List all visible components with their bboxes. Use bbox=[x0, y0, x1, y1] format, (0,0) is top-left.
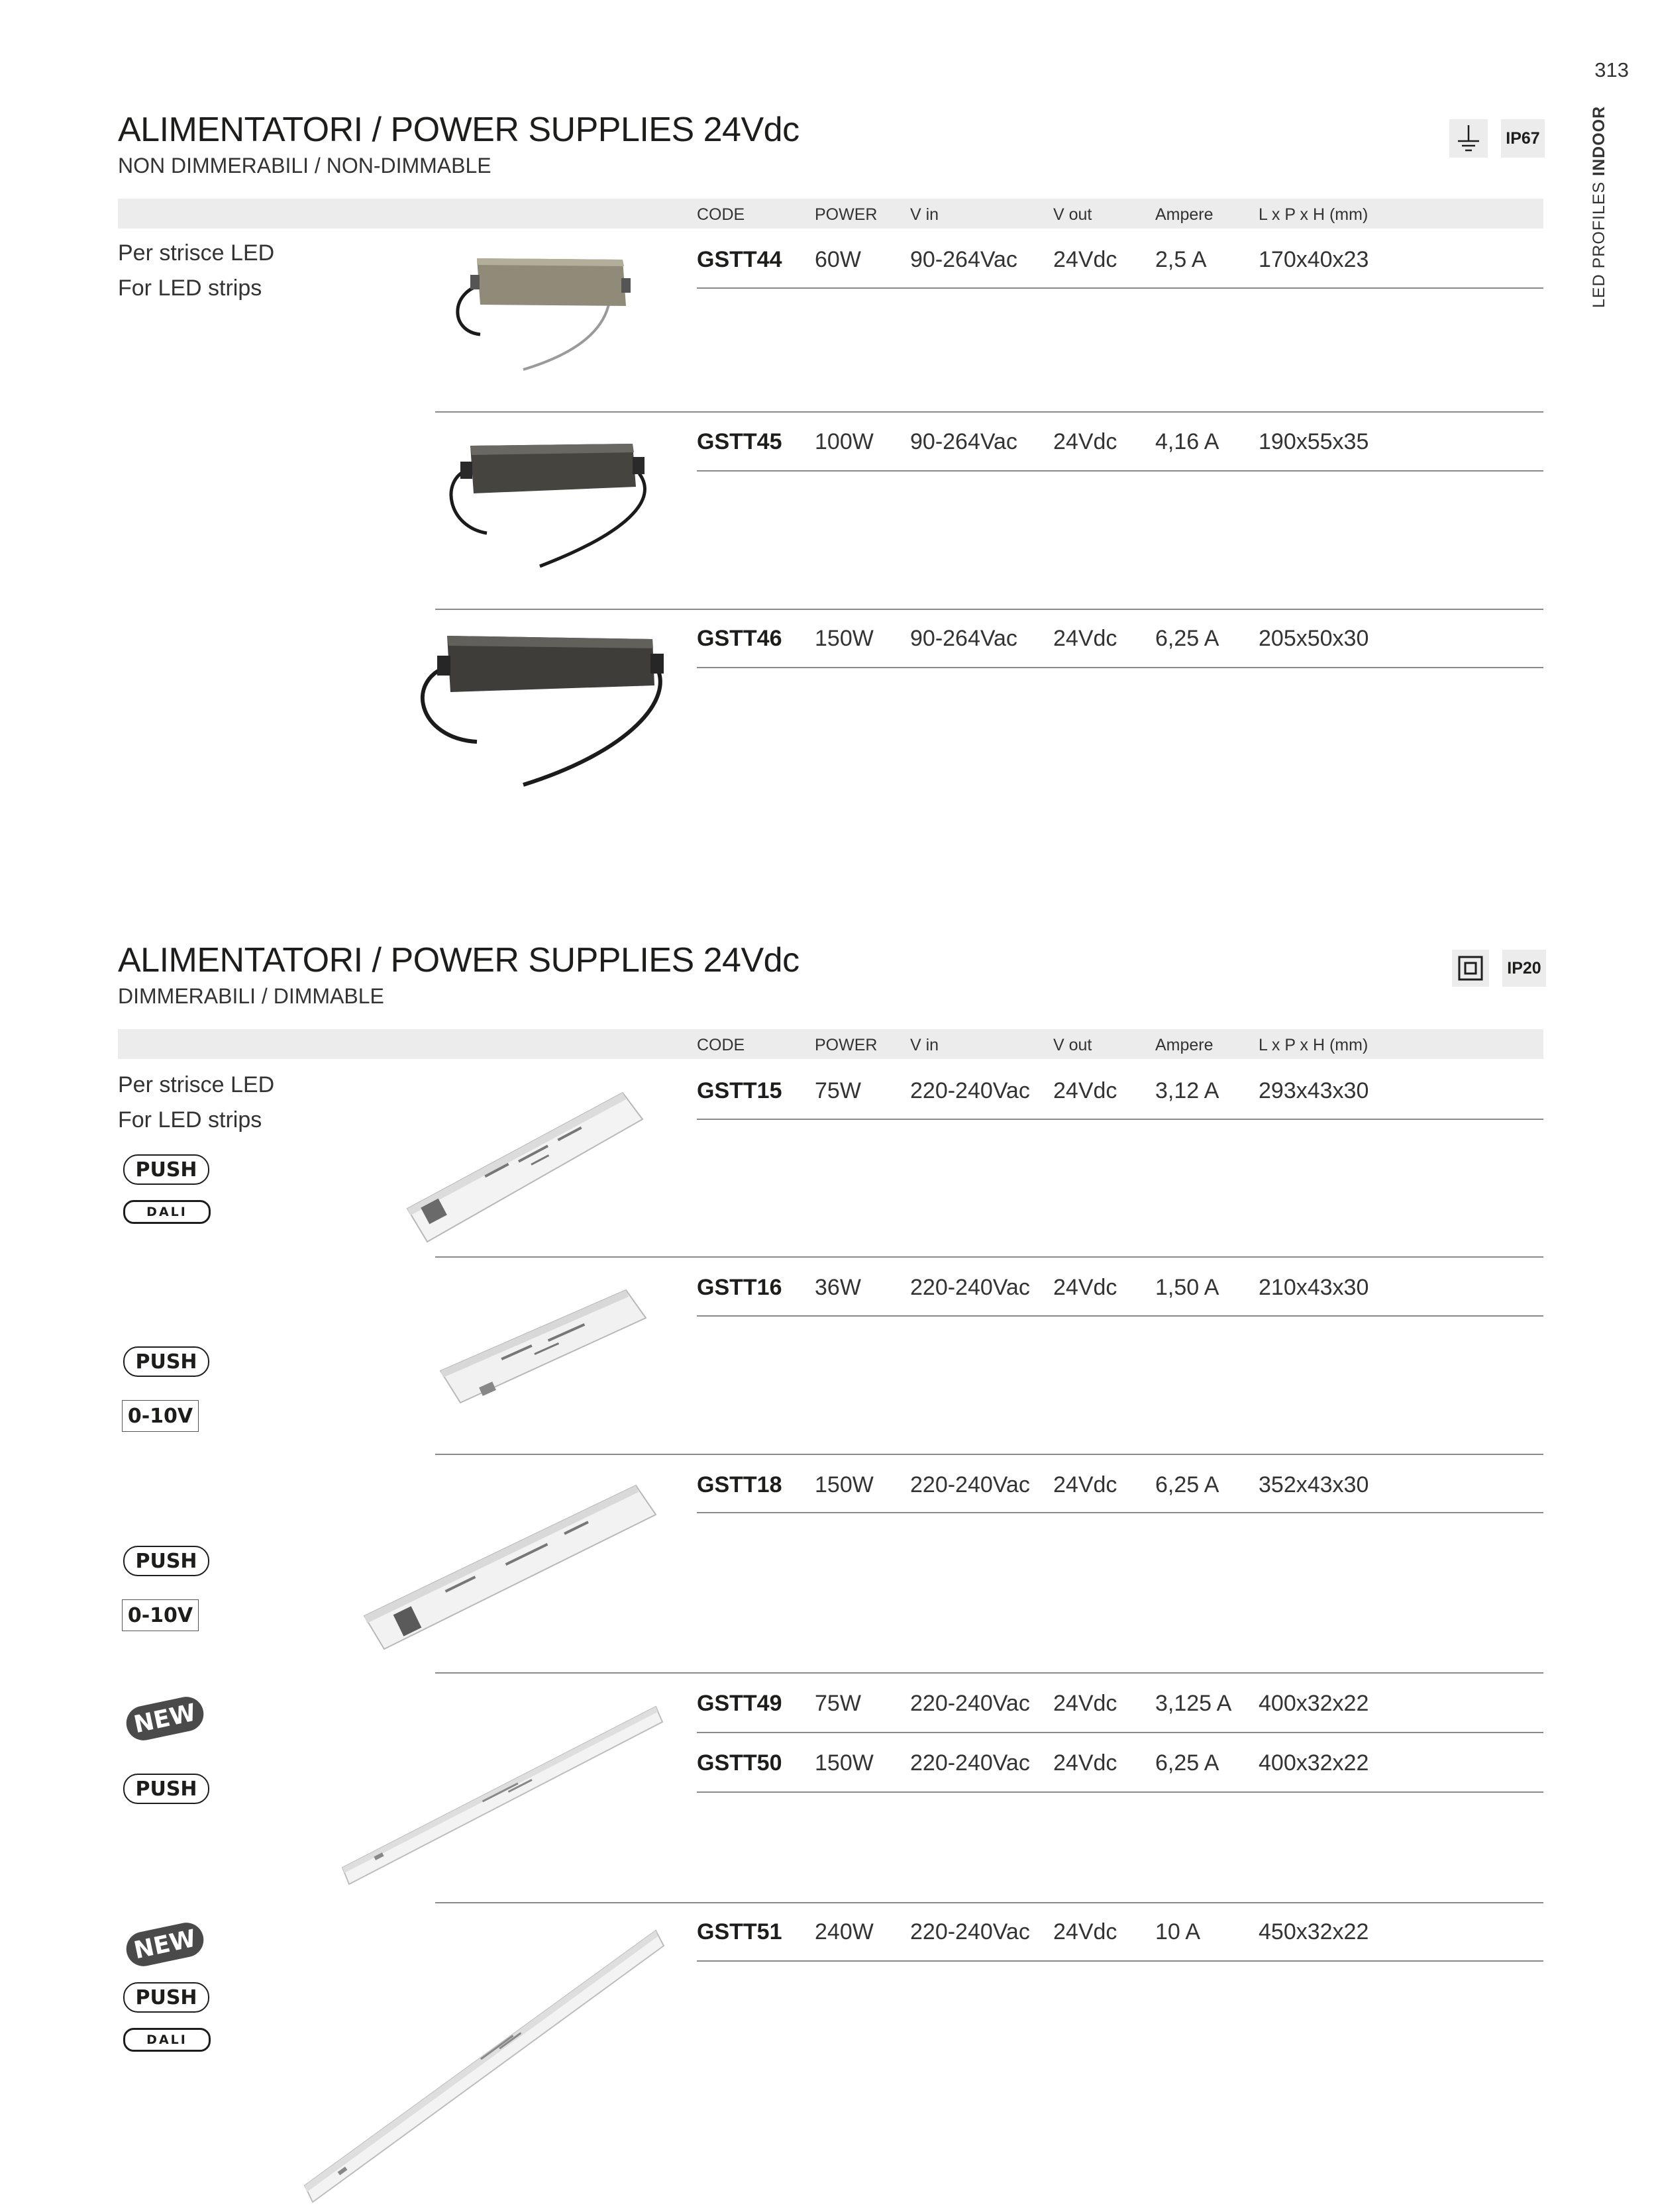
separator bbox=[435, 609, 1543, 610]
product-image-gstt46 bbox=[411, 626, 676, 798]
header-dimensions: L x P x H (mm) bbox=[1259, 205, 1369, 224]
earth-ground-icon bbox=[1449, 119, 1488, 158]
header-ampere: Ampere bbox=[1155, 1036, 1214, 1054]
side-section-label: LED PROFILES INDOOR bbox=[1590, 105, 1608, 308]
section2-description: Per strisce LED For LED strips bbox=[118, 1072, 275, 1132]
dali-badge: DALI bbox=[123, 1200, 211, 1224]
push-dim-badge: PUSH bbox=[123, 1154, 209, 1185]
product-image-gstt49-gstt50 bbox=[335, 1692, 666, 1891]
push-dim-badge: PUSH bbox=[123, 1774, 209, 1804]
header-vout: V out bbox=[1053, 1036, 1092, 1054]
header-power: POWER bbox=[815, 1036, 878, 1054]
product-image-gstt15 bbox=[397, 1076, 649, 1248]
push-dim-badge: PUSH bbox=[123, 1346, 209, 1377]
header-power: POWER bbox=[815, 205, 878, 224]
product-image-gstt44 bbox=[444, 252, 643, 384]
header-vin: V in bbox=[910, 1036, 939, 1054]
header-ampere: Ampere bbox=[1155, 205, 1214, 224]
section1-title: ALIMENTATORI / POWER SUPPLIES 24Vdc bbox=[118, 111, 800, 149]
0-10v-badge: 0-10V bbox=[122, 1599, 199, 1631]
section2-subtitle: DIMMERABILI / DIMMABLE bbox=[118, 984, 384, 1008]
double-insulation-icon bbox=[1452, 950, 1489, 987]
ip-rating-badge: IP20 bbox=[1502, 950, 1546, 987]
separator bbox=[435, 1902, 1543, 1903]
header-code: CODE bbox=[697, 205, 745, 224]
section1-description: Per strisce LED For LED strips bbox=[118, 240, 275, 301]
section1-table-header bbox=[118, 199, 1543, 228]
product-image-gstt18 bbox=[351, 1474, 662, 1659]
section2-title: ALIMENTATORI / POWER SUPPLIES 24Vdc bbox=[118, 941, 800, 980]
separator bbox=[435, 1672, 1543, 1674]
page-number: 313 bbox=[1594, 58, 1629, 81]
section2-table-header bbox=[118, 1029, 1543, 1059]
header-code: CODE bbox=[697, 1036, 745, 1054]
0-10v-badge: 0-10V bbox=[122, 1400, 199, 1432]
dali-badge: DALI bbox=[123, 2028, 211, 2052]
separator bbox=[435, 1454, 1543, 1455]
push-dim-badge: PUSH bbox=[123, 1982, 209, 2013]
header-dimensions: L x P x H (mm) bbox=[1259, 1036, 1369, 1054]
product-image-gstt51 bbox=[298, 1921, 669, 2212]
header-vin: V in bbox=[910, 205, 939, 224]
section1-subtitle: NON DIMMERABILI / NON-DIMMABLE bbox=[118, 154, 491, 177]
ip-rating-badge: IP67 bbox=[1501, 119, 1545, 158]
product-image-gstt45 bbox=[440, 434, 666, 573]
new-badge: NEW bbox=[123, 1693, 207, 1743]
push-dim-badge: PUSH bbox=[123, 1546, 209, 1576]
new-badge: NEW bbox=[123, 1919, 207, 1969]
separator bbox=[435, 411, 1543, 413]
header-vout: V out bbox=[1053, 205, 1092, 224]
separator bbox=[435, 1256, 1543, 1258]
product-image-gstt16 bbox=[434, 1285, 652, 1417]
